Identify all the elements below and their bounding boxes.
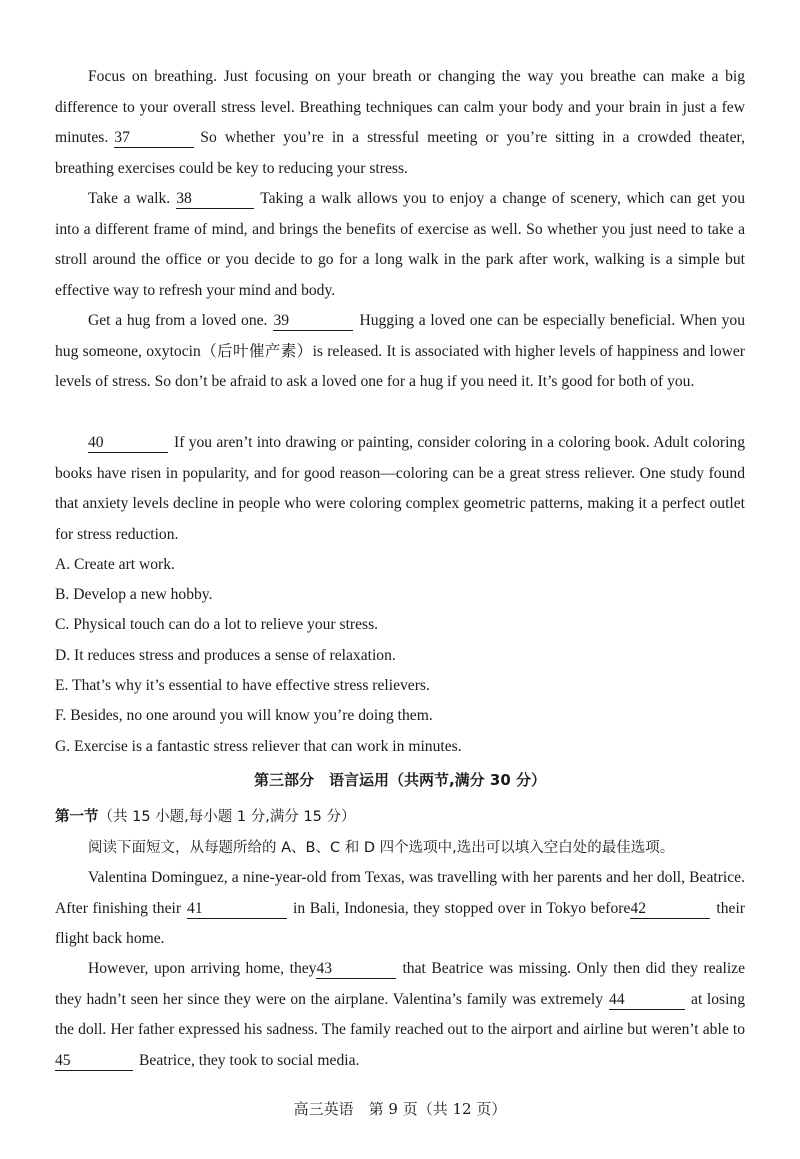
- cloze-paragraph-2: However, upon arriving home, they43 that Beatrice was missing. Only then did they realize they hadn’t seen her since they were on the airplane. Valentina’s family was extremely 44 at losing the doll. Her father expressed his sadness. The family reached out to the airport and airline but weren’t able to45 Beatrice, they took to social media.: [55, 960, 746, 1069]
- section-title: 第三部分 语言运用（共两节,满分 30 分）: [253, 771, 547, 789]
- option-g: G. Exercise is a fantastic stress reliever that can work in minutes.: [55, 738, 462, 755]
- subsection-title: 第一节（共 15 小题,每小题 1 分,满分 15 分）: [55, 809, 356, 825]
- passage-paragraph-breathing: Focus on breathing. Just focusing on your breath or changing the way you breathe can make a big difference to your overall stress level. Breathing techniques can calm your body and your brain in just a few minutes. 37 So whether you’re in a stressful meeting or you’re sitting in a crowded theater, breathing exercises could be key to reducing your stress.: [55, 68, 745, 177]
- option-f: F. Besides, no one around you will know you’re doing them.: [55, 707, 433, 724]
- blank-43: 43: [316, 959, 396, 979]
- instructions: 阅读下面短文，从每题所给的 A、B、C 和 D 四个选项中,选出可以填入空白处的最佳选项。: [88, 840, 675, 856]
- blank-40: 40: [88, 433, 168, 453]
- passage-paragraph-walk: Take a walk. 38 Taking a walk allows you to enjoy a change of scenery, which can get you into a different frame of mind, and brings the benefits of exercise as well. So whether you just need to take a stroll around the office or you decide to go for a long walk in the park after work, walking is a simple but effective way to refresh your mind and body.: [55, 190, 745, 299]
- page-footer: 高三英语 第 9 页（共 12 页）: [293, 1100, 507, 1118]
- option-c: C. Physical touch can do a lot to relieve your stress.: [55, 616, 379, 633]
- blank-39: 39: [273, 311, 353, 331]
- blank-44: 44: [609, 990, 685, 1010]
- option-b: B. Develop a new hobby.: [55, 586, 213, 603]
- cloze-paragraph-1: Valentina Dominguez, a nine-year-old from Texas, was travelling with her parents and her doll, Beatrice. After finishing their 41 in Bali, Indonesia, they stopped over in Tokyo before42 their flight back home.: [55, 869, 745, 947]
- option-a: A. Create art work.: [55, 556, 175, 573]
- blank-37: 37: [114, 128, 194, 148]
- option-e: E. That’s why it’s essential to have effective stress relievers.: [55, 677, 430, 694]
- passage-paragraph-coloring: 40 If you aren’t into drawing or painting, consider coloring in a coloring book. Adult coloring books have risen in popularity, and for good reason—coloring can be a great stress reliever. One study found that anxiety levels decline in people who were coloring complex geometric patterns, making it a perfect outlet for stress reduction.: [55, 434, 745, 543]
- blank-42: 42: [630, 899, 710, 919]
- blank-45: 45: [55, 1051, 133, 1071]
- blank-41: 41: [187, 899, 287, 919]
- option-d: D. It reduces stress and produces a sense of relaxation.: [55, 647, 396, 664]
- passage-paragraph-hug: Get a hug from a loved one. 39 Hugging a loved one can be especially beneficial. When you hug someone, oxytocin（后叶催产素）is released. It is associated with higher levels of happiness and lower levels of stress. So don’t be afraid to ask a loved one for a hug if you need it. It’s good for both of you.: [55, 312, 746, 390]
- blank-38: 38: [176, 189, 254, 209]
